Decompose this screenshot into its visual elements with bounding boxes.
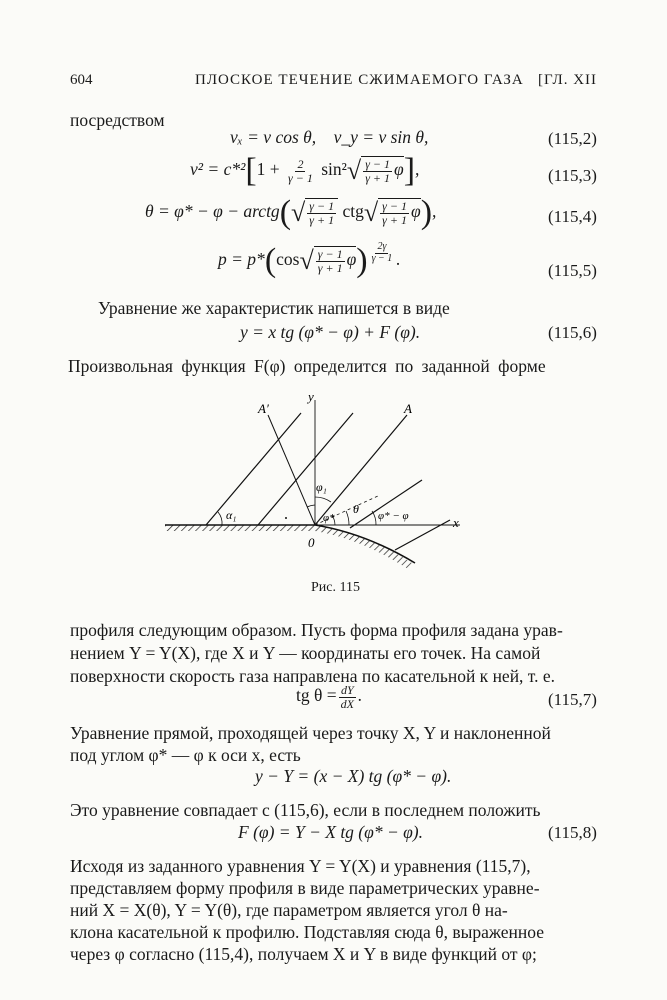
line-A-prime [268,415,315,525]
text-line-posredstvom: посредством [70,110,165,130]
equation-115-5: p = p*(cos√ $\frac{\gamma - 1}{\gamma + 1}$ φ) $\frac{2\gamma}{\gamma - 1}$ . [218,241,401,279]
eqno-115-6: (115,6) [548,323,597,342]
eqno-115-8: (115,8) [548,823,597,842]
characteristic-line-A [315,415,407,525]
text-p5-line3: ний X = X(θ), Y = Y(θ), где параметром является угол θ на- [70,900,508,920]
label-origin: 0 [308,535,315,550]
equation-115-2: vₓ = v cos θ, v_y = v sin θ, [230,127,429,147]
eqno-115-4: (115,4) [548,207,597,226]
eqno-115-2: (115,2) [548,129,597,148]
text-p3-line2: под углом φ* — φ к оси x, есть [70,745,301,765]
profile-hatching [315,525,412,569]
wall-hatching [165,525,315,531]
text-characteristics: Уравнение же характеристик напишется в виде [98,298,450,318]
eqno-115-5: (115,5) [548,261,597,280]
angle-arc-phi1 [315,497,331,502]
label-alpha1: α₁ [226,508,237,522]
label-phistar: φ* [323,512,335,524]
chapter-label: [ГЛ. XII [538,72,598,88]
label-x: x [453,515,459,530]
text-p2-line3: поверхности скорость газа направлена по касательной к ней, т. е. [70,666,556,686]
running-title: ПЛОСКОЕ ТЕЧЕНИЕ СЖИМАЕМОГО ГАЗА [195,72,524,88]
characteristic-line-1 [206,413,301,525]
figure-115 [150,385,459,585]
label-y: y [308,389,314,404]
characteristic-line-4 [395,520,450,550]
text-p5-line5: через φ согласно (115,4), получаем X и Y в виде функций от φ; [70,944,537,964]
text-p2-line1: профиля следующим образом. Пусть форма профиля задана урав- [70,620,563,640]
label-phistar-minus-phi: φ* − φ [378,510,409,522]
label-theta: θ [353,502,359,516]
label-A: A [404,401,412,416]
text-p4-line1: Это уравнение совпадает с (115,6), если в последнем положить [70,800,541,820]
text-p5-line4: клона касательной к профилю. Подставляя сюда θ, выраженное [70,922,544,942]
label-A-prime: A′ [258,401,269,416]
equation-115-6: y = x tg (φ* − φ) + F (φ). [240,322,421,342]
angle-arc-alpha [218,512,222,525]
figure-caption: Рис. 115 [311,580,360,595]
equation-115-8: F (φ) = Y − X tg (φ* − φ). [238,822,424,842]
eqno-115-3: (115,3) [548,166,597,185]
equation-115-7: tg θ = $\frac{dY}{dX}$ . [296,683,363,711]
text-p3-line1: Уравнение прямой, проходящей через точку X, Y и наклоненной [70,723,551,743]
page-number: 604 [70,72,93,88]
equation-115-3: v² = c*²[1 + $\frac{2}{\gamma - 1}$ sin²√ $\frac{\gamma - 1}{\gamma + 1}$ φ], [190,152,420,189]
text-p5-line2: представляем форму профиля в виде параметрических уравне- [70,878,540,898]
angle-arc-theta [346,511,349,525]
text-p5-line1: Исходя из заданного уравнения Y = Y(X) и уравнения (115,7), [70,856,531,876]
text-arbitrary-function: Произвольная функция F(φ) определится по заданной форме [68,356,546,376]
eqno-115-7: (115,7) [548,690,597,709]
point-dot [285,517,287,519]
label-phi1: φ₁ [316,480,327,494]
characteristic-line-2 [258,413,353,525]
text-p2-line2: нением Y = Y(X), где X и Y — координаты его точек. На самой [70,643,541,663]
equation-115-4: θ = φ* − φ − arctg(√ $\frac{\gamma - 1}{\gamma + 1}$ ctg√ $\frac{\gamma - 1}{\gamma + 1}$ φ), [145,194,437,231]
equation-line: y − Y = (x − X) tg (φ* − φ). [255,766,452,786]
angle-arc-aprime [307,505,315,507]
